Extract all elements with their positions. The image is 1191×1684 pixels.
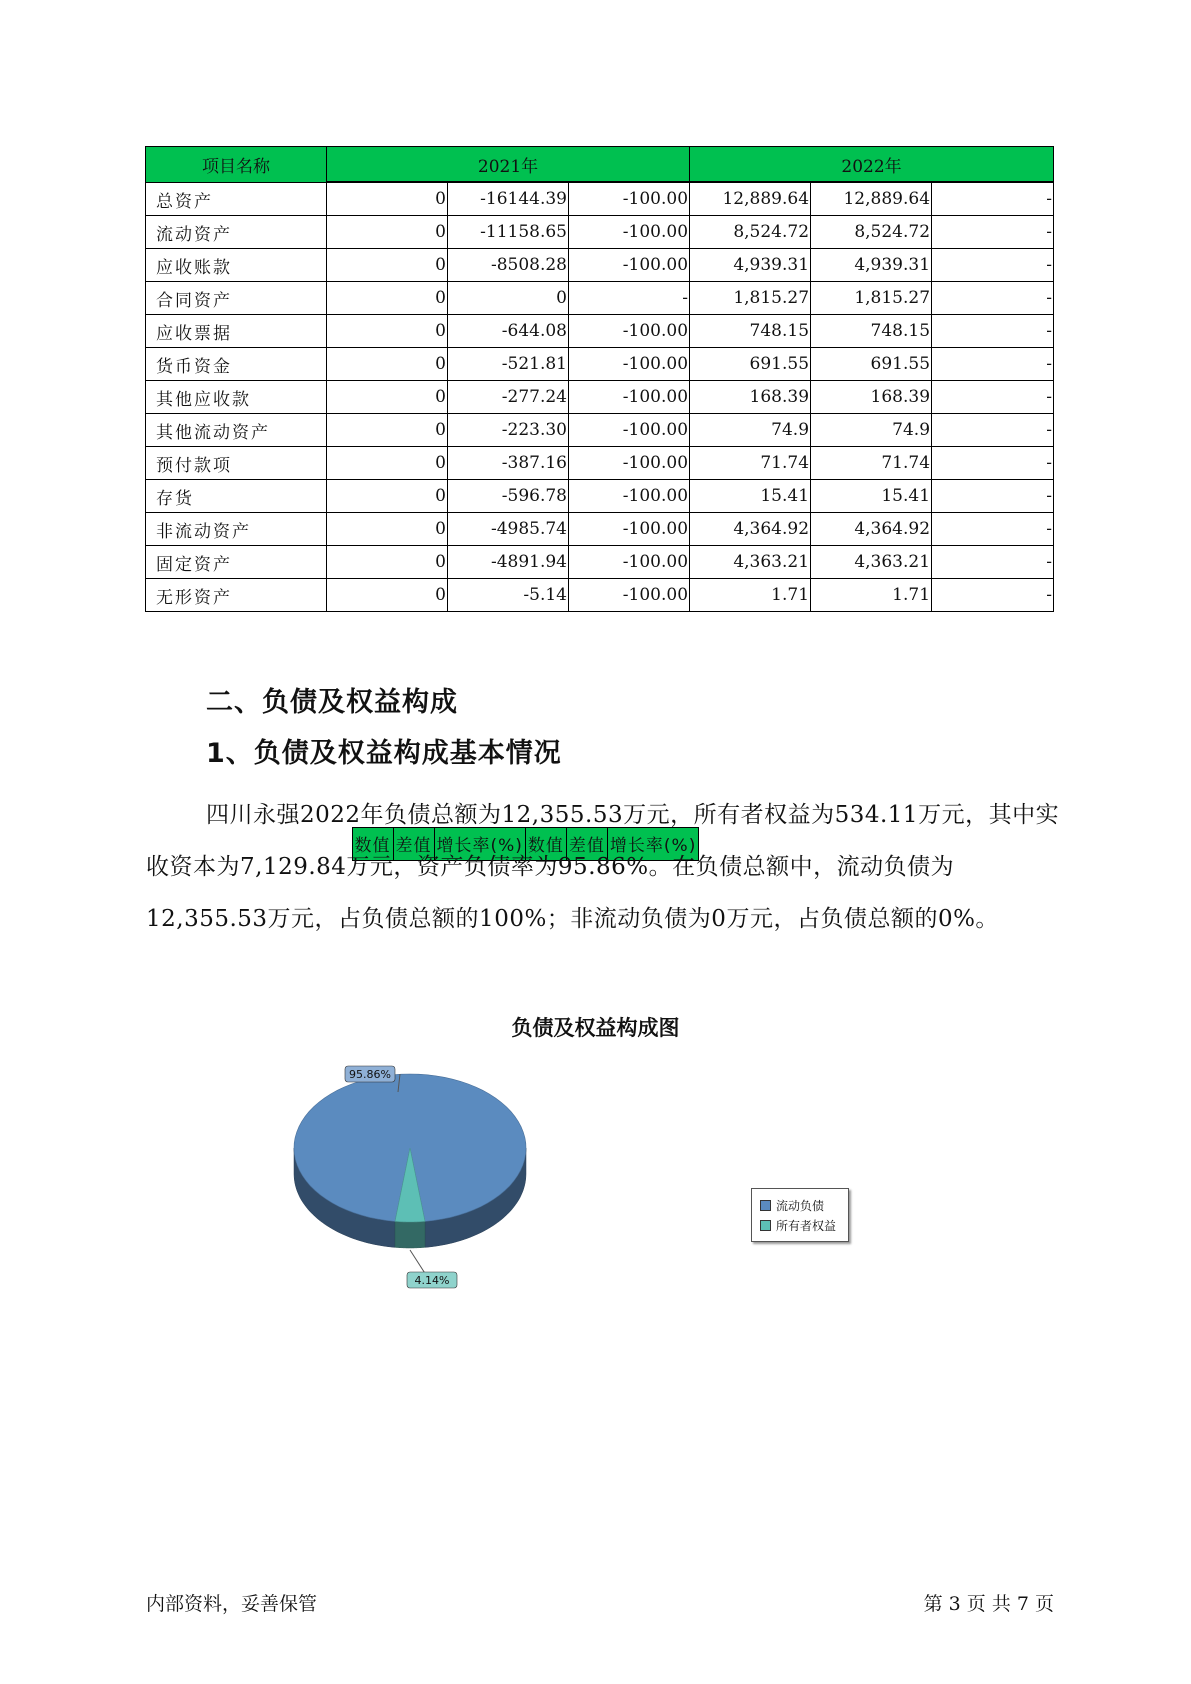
row-label: 存货 — [146, 480, 327, 513]
subheader-diff-2022: 差值 — [566, 827, 607, 860]
cell-d2: 691.55 — [811, 348, 932, 381]
cell-v1: 0 — [327, 480, 448, 513]
cell-v2: 168.39 — [690, 381, 811, 414]
row-label: 非流动资产 — [146, 513, 327, 546]
cell-g2: - — [932, 216, 1054, 249]
cell-g2: - — [932, 348, 1054, 381]
cell-d1: -387.16 — [448, 447, 569, 480]
row-label: 其他应收款 — [146, 381, 327, 414]
cell-d1: 0 — [448, 282, 569, 315]
cell-g1: -100.00 — [569, 414, 690, 447]
cell-v2: 74.9 — [690, 414, 811, 447]
cell-g1: -100.00 — [569, 315, 690, 348]
cell-g1: -100.00 — [569, 513, 690, 546]
chart-legend — [751, 1188, 849, 1242]
table-row — [146, 183, 1054, 216]
cell-v2: 12,889.64 — [690, 183, 811, 216]
cell-v2: 4,364.92 — [690, 513, 811, 546]
cell-g1: -100.00 — [569, 348, 690, 381]
footer-page-number: 第 3 页 共 7 页 — [923, 1593, 1054, 1615]
cell-d2: 168.39 — [811, 381, 932, 414]
subheader-value-2021: 数值 — [352, 827, 393, 860]
summary-paragraph: 四川永强2022年负债总额为12,355.53万元，所有者权益为534.11万元，其中实收资本为7,129.84万元，资产负债率为95.86%。在负债总额中，流动负债为12,355.53万元，占负债总额的100%；非流动负债为0万元，占负债总额的0%。 — [146, 802, 1060, 932]
cell-g1: -100.00 — [569, 381, 690, 414]
subsection-heading: 1、负债及权益构成基本情况 — [206, 738, 562, 769]
pie-label-current-liabilities: 95.86% — [349, 1068, 391, 1081]
cell-d1: -644.08 — [448, 315, 569, 348]
cell-d2: 8,524.72 — [811, 216, 932, 249]
cell-d1: -4891.94 — [448, 546, 569, 579]
cell-d1: -11158.65 — [448, 216, 569, 249]
cell-v2: 691.55 — [690, 348, 811, 381]
cell-g2: - — [932, 249, 1054, 282]
table-row — [146, 348, 1054, 381]
cell-v2: 748.15 — [690, 315, 811, 348]
table-row — [146, 480, 1054, 513]
cell-v1: 0 — [327, 183, 448, 216]
cell-d1: -223.30 — [448, 414, 569, 447]
cell-g2: - — [932, 381, 1054, 414]
cell-v1: 0 — [327, 414, 448, 447]
header-year-2021: 2021年 — [327, 147, 690, 182]
legend-item-owners-equity — [760, 1215, 848, 1235]
cell-d2: 1.71 — [811, 579, 932, 612]
row-label: 货币资金 — [146, 348, 327, 381]
cell-v1: 0 — [327, 546, 448, 579]
cell-d2: 748.15 — [811, 315, 932, 348]
table-row — [146, 282, 1054, 315]
cell-g1: -100.00 — [569, 579, 690, 612]
cell-d2: 74.9 — [811, 414, 932, 447]
cell-v1: 0 — [327, 513, 448, 546]
cell-v2: 4,363.21 — [690, 546, 811, 579]
table-row — [146, 249, 1054, 282]
table-row — [146, 579, 1054, 612]
cell-v1: 0 — [327, 447, 448, 480]
cell-d1: -4985.74 — [448, 513, 569, 546]
cell-d1: -596.78 — [448, 480, 569, 513]
legend-label: 所有者权益 — [776, 1218, 837, 1233]
cell-g2: - — [932, 480, 1054, 513]
header-item-name: 项目名称 — [146, 147, 327, 183]
header-year-2022: 2022年 — [690, 147, 1054, 182]
cell-g1: -100.00 — [569, 216, 690, 249]
cell-d2: 4,364.92 — [811, 513, 932, 546]
cell-g1: -100.00 — [569, 249, 690, 282]
cell-g2: - — [932, 414, 1054, 447]
table-row — [146, 513, 1054, 546]
cell-d1: -277.24 — [448, 381, 569, 414]
legend-label: 流动负债 — [776, 1198, 825, 1213]
row-label: 其他流动资产 — [146, 414, 327, 447]
cell-g2: - — [932, 183, 1054, 216]
cell-v2: 8,524.72 — [690, 216, 811, 249]
subheader-growth-2022: 增长率(%) — [607, 827, 698, 860]
cell-v2: 1.71 — [690, 579, 811, 612]
cell-g2: - — [932, 447, 1054, 480]
row-label: 流动资产 — [146, 216, 327, 249]
cell-d1: -521.81 — [448, 348, 569, 381]
row-label: 固定资产 — [146, 546, 327, 579]
subheader-diff-2021: 差值 — [393, 827, 434, 860]
section-heading: 二、负债及权益构成 — [206, 687, 458, 718]
cell-d2: 71.74 — [811, 447, 932, 480]
cell-v2: 15.41 — [690, 480, 811, 513]
table-row — [146, 381, 1054, 414]
cell-g2: - — [932, 513, 1054, 546]
pie-chart — [290, 1060, 590, 1340]
cell-d1: -8508.28 — [448, 249, 569, 282]
cell-v2: 4,939.31 — [690, 249, 811, 282]
cell-g2: - — [932, 546, 1054, 579]
table-row — [146, 447, 1054, 480]
subheader-growth-2021: 增长率(%) — [434, 827, 525, 860]
row-label: 应收票据 — [146, 315, 327, 348]
cell-v2: 1,815.27 — [690, 282, 811, 315]
cell-d2: 1,815.27 — [811, 282, 932, 315]
table-body — [146, 183, 1054, 612]
legend-swatch — [760, 1220, 771, 1231]
pie-label-owners-equity: 4.14% — [414, 1274, 450, 1287]
cell-g2: - — [932, 282, 1054, 315]
table-row — [146, 546, 1054, 579]
subheader-value-2022: 数值 — [525, 827, 566, 860]
chart-title: 负债及权益构成图 — [511, 1016, 680, 1040]
table-row — [146, 414, 1054, 447]
row-label: 总资产 — [146, 183, 327, 216]
table-row — [146, 216, 1054, 249]
row-label: 预付款项 — [146, 447, 327, 480]
cell-d2: 12,889.64 — [811, 183, 932, 216]
pie-slice-wall — [395, 1221, 425, 1248]
row-label: 合同资产 — [146, 282, 327, 315]
cell-v1: 0 — [327, 348, 448, 381]
cell-v1: 0 — [327, 579, 448, 612]
row-label: 应收账款 — [146, 249, 327, 282]
cell-v1: 0 — [327, 249, 448, 282]
cell-g1: -100.00 — [569, 480, 690, 513]
cell-g1: -100.00 — [569, 546, 690, 579]
legend-item-current-liabilities — [760, 1195, 848, 1215]
cell-v1: 0 — [327, 216, 448, 249]
footer-confidential-note: 内部资料，妥善保管 — [146, 1593, 318, 1615]
cell-d1: -16144.39 — [448, 183, 569, 216]
cell-d1: -5.14 — [448, 579, 569, 612]
cell-d2: 4,939.31 — [811, 249, 932, 282]
cell-g1: -100.00 — [569, 183, 690, 216]
cell-v2: 71.74 — [690, 447, 811, 480]
cell-g1: -100.00 — [569, 447, 690, 480]
cell-d2: 4,363.21 — [811, 546, 932, 579]
cell-v1: 0 — [327, 282, 448, 315]
cell-g2: - — [932, 315, 1054, 348]
cell-v1: 0 — [327, 381, 448, 414]
row-label: 无形资产 — [146, 579, 327, 612]
cell-v1: 0 — [327, 315, 448, 348]
legend-swatch — [760, 1200, 771, 1211]
cell-d2: 15.41 — [811, 480, 932, 513]
cell-g1: - — [569, 282, 690, 315]
table-row — [146, 315, 1054, 348]
cell-g2: - — [932, 579, 1054, 612]
